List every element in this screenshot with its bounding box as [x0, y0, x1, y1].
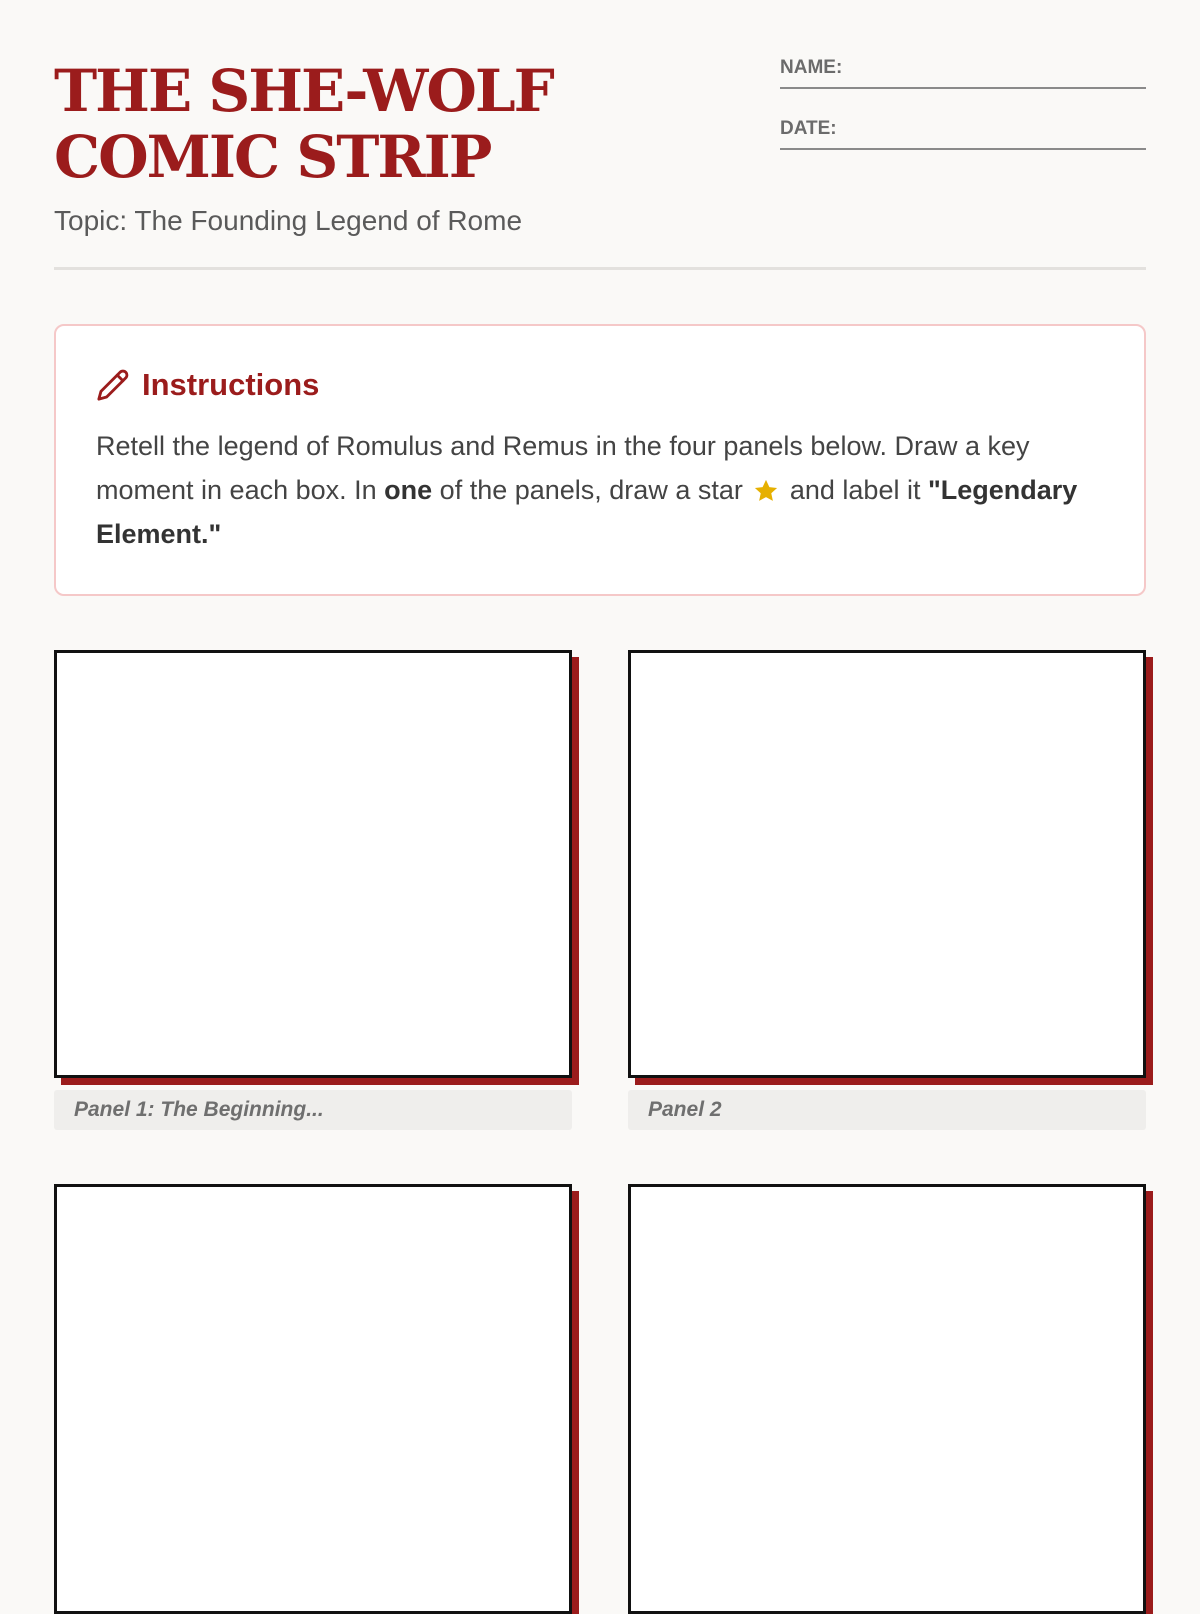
panel-caption-1: Panel 1: The Beginning...: [54, 1090, 572, 1130]
instructions-text-part-3: and label it: [782, 475, 928, 505]
date-field[interactable]: [780, 116, 1146, 150]
comic-panel-1[interactable]: [54, 650, 572, 1078]
comic-panel-2[interactable]: [628, 650, 1146, 1078]
instructions-text-part-1: Retell the legend of Romulus and Remus in the four panels below. Draw a key moment in each box. In: [96, 431, 1030, 505]
topic-line: Topic: The Founding Legend of Rome: [54, 205, 523, 236]
emphasis-one: one: [384, 475, 433, 505]
pencil-icon: [96, 368, 130, 402]
date-label: DATE:: [780, 118, 837, 139]
student-fields: [780, 55, 1146, 177]
instructions-text: [96, 424, 1106, 556]
name-label: NAME:: [780, 57, 843, 78]
instructions-box: [54, 324, 1146, 596]
panel-caption-2: Panel 2: [628, 1090, 1146, 1130]
instructions-text-part-2: of the panels, draw a star: [432, 475, 751, 505]
instructions-title: Instructions: [142, 367, 320, 402]
comic-panel-3[interactable]: [54, 1184, 572, 1614]
star-icon: [752, 477, 780, 505]
name-field[interactable]: [780, 55, 1146, 89]
comic-panel-4[interactable]: [628, 1184, 1146, 1614]
emphasis-legendary-element: "Legendary Element.": [96, 475, 1078, 549]
worksheet-header: [54, 0, 1146, 270]
page-title: THE SHE-WOLF COMIC STRIP: [54, 57, 553, 191]
instructions-header: [96, 360, 1104, 410]
